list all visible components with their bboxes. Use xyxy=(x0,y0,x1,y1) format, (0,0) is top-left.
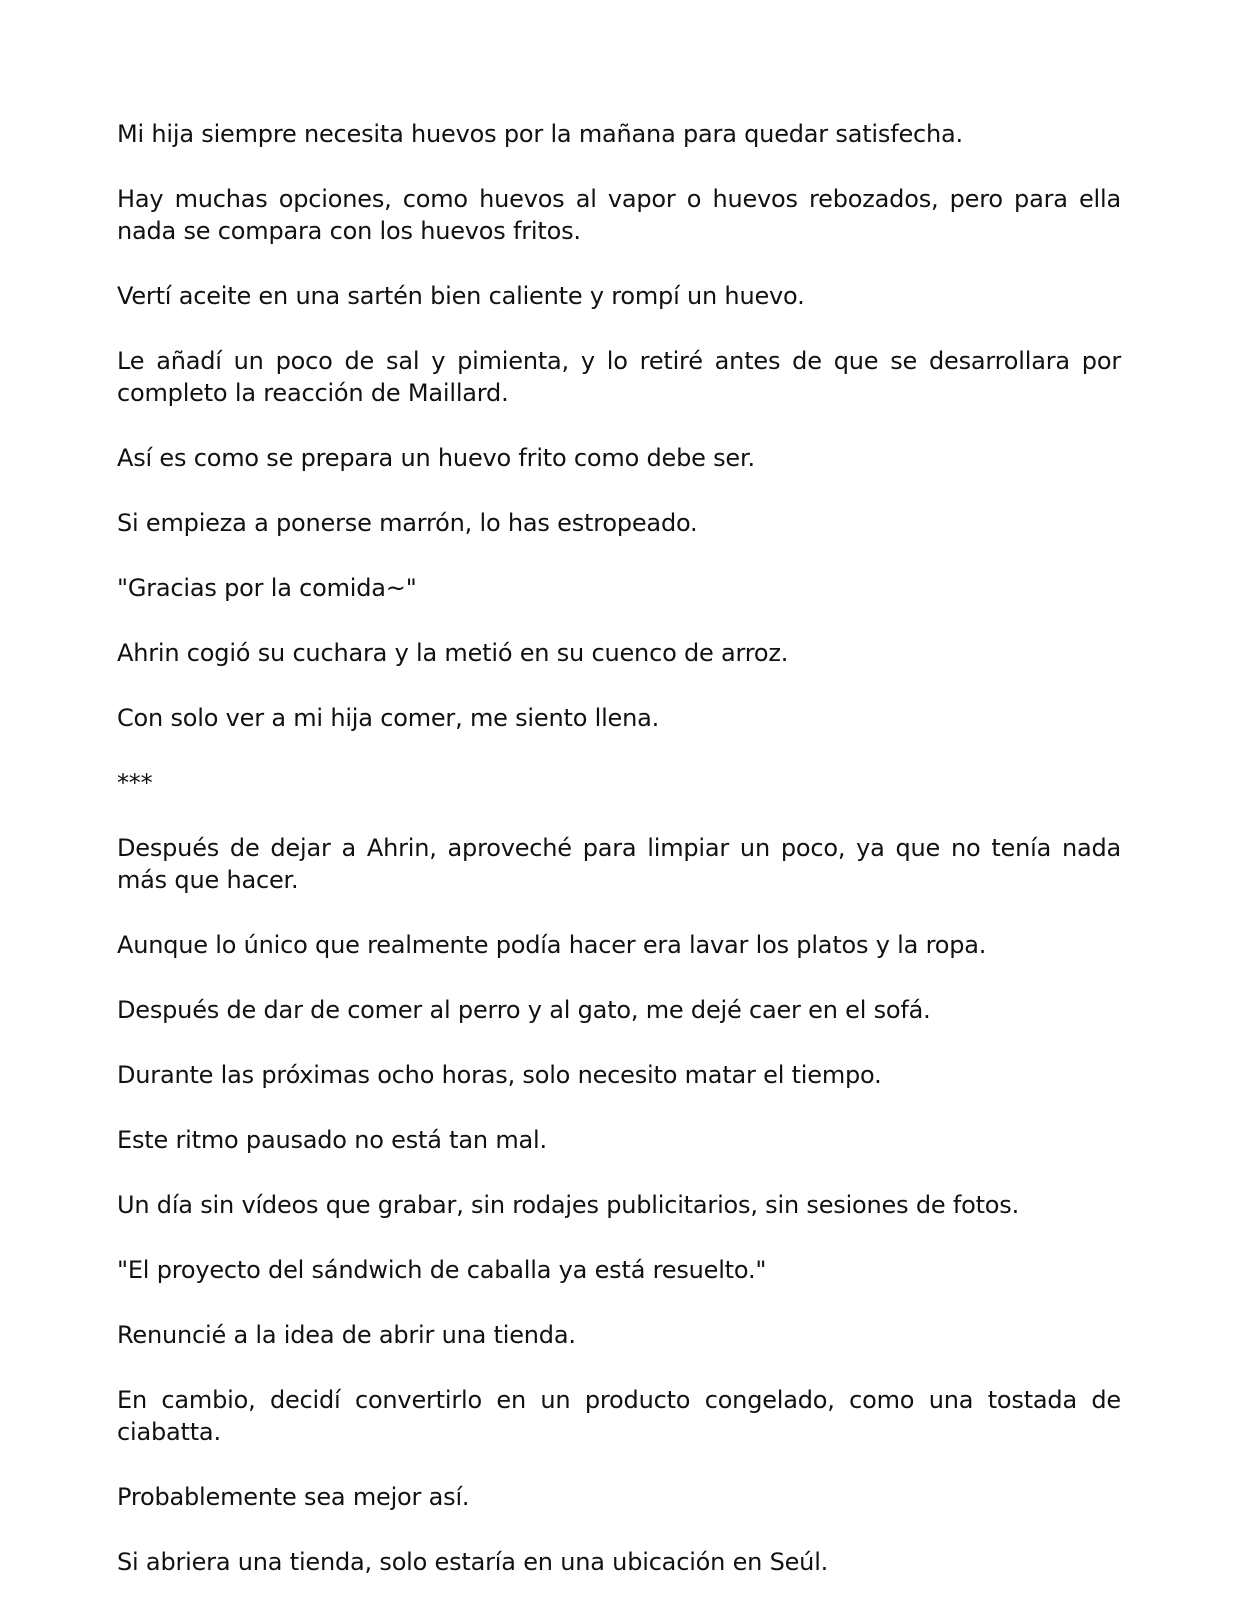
paragraph: Un día sin vídeos que grabar, sin rodajes publicitarios, sin sesiones de fotos. xyxy=(117,1191,1020,1219)
paragraph: Este ritmo pausado no está tan mal. xyxy=(117,1126,547,1154)
paragraph: Con solo ver a mi hija comer, me siento llena. xyxy=(117,704,660,732)
scene-break: *** xyxy=(117,769,153,797)
paragraph: Hay muchas opciones, como huevos al vapor o huevos rebozados, pero para ella nada se compara con los huevos fritos. xyxy=(117,185,1121,245)
paragraph: Probablemente sea mejor así. xyxy=(117,1483,470,1511)
paragraph: "Gracias por la comida~" xyxy=(117,574,417,602)
paragraph: Renuncié a la idea de abrir una tienda. xyxy=(117,1321,576,1349)
paragraph: En cambio, decidí convertirlo en un producto congelado, como una tostada de ciabatta. xyxy=(117,1386,1121,1446)
paragraph: Durante las próximas ocho horas, solo necesito matar el tiempo. xyxy=(117,1061,882,1089)
paragraph: Le añadí un poco de sal y pimienta, y lo retiré antes de que se desarrollara por completo la reacción de Maillard. xyxy=(117,347,1121,407)
paragraph: Ahrin cogió su cuchara y la metió en su cuenco de arroz. xyxy=(117,639,789,667)
paragraph: Así es como se prepara un huevo frito como debe ser. xyxy=(117,444,755,472)
paragraph: Después de dar de comer al perro y al gato, me dejé caer en el sofá. xyxy=(117,996,931,1024)
paragraph: Aunque lo único que realmente podía hacer era lavar los platos y la ropa. xyxy=(117,931,987,959)
paragraph: Si empieza a ponerse marrón, lo has estropeado. xyxy=(117,509,698,537)
paragraph: Si abriera una tienda, solo estaría en una ubicación en Seúl. xyxy=(117,1548,829,1576)
paragraph: "El proyecto del sándwich de caballa ya está resuelto." xyxy=(117,1256,767,1284)
paragraph: Mi hija siempre necesita huevos por la mañana para quedar satisfecha. xyxy=(117,120,963,148)
paragraph: Vertí aceite en una sartén bien caliente y rompí un huevo. xyxy=(117,282,805,310)
document-body xyxy=(117,118,1121,1611)
paragraph: Después de dejar a Ahrin, aproveché para limpiar un poco, ya que no tenía nada más que hacer. xyxy=(117,834,1121,894)
